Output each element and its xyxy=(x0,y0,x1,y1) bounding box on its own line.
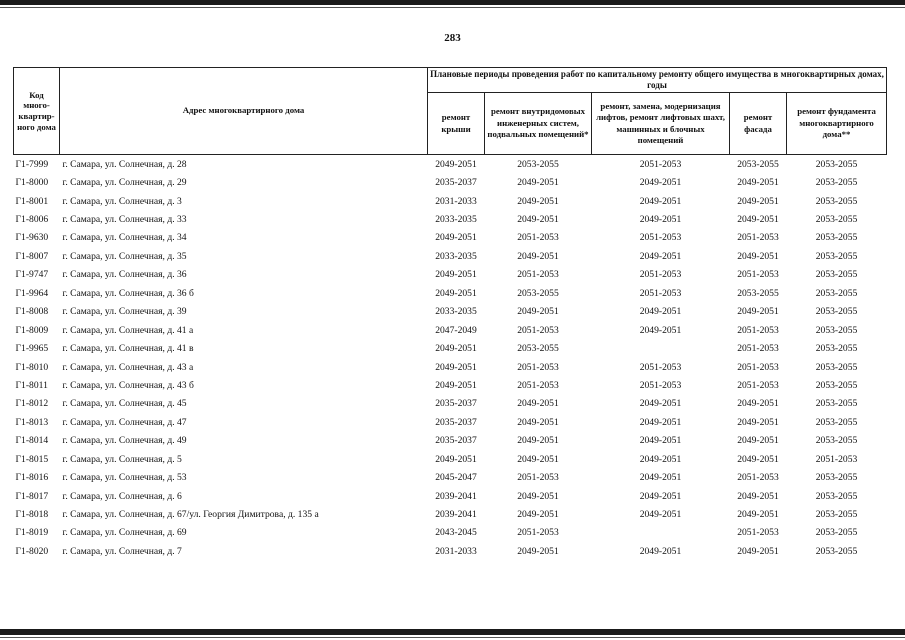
row-roof-period: 2043-2045 xyxy=(435,527,477,539)
row-facade-period: 2049-2051 xyxy=(737,509,779,521)
row-elevators-period xyxy=(592,524,730,542)
row-elevators-period: 2049-2051 xyxy=(639,453,682,465)
table-row xyxy=(14,487,887,505)
row-code: Г1-9965 xyxy=(15,343,49,355)
row-code: Г1-8020 xyxy=(15,545,49,557)
row-facade-period: 2053-2055 xyxy=(737,287,779,299)
row-code: Г1-8008 xyxy=(15,306,49,318)
row-address: г. Самара, ул. Солнечная, д. 36 б xyxy=(62,287,194,299)
row-foundation-period: 2053-2055 xyxy=(815,324,858,336)
row-address: г. Самара, ул. Солнечная, д. 34 xyxy=(62,232,187,244)
row-elevators-period: 2049-2051 xyxy=(639,545,682,557)
row-code: Г1-7999 xyxy=(14,155,60,174)
row-roof-period: 2049-2051 xyxy=(428,155,485,174)
table-row xyxy=(14,376,887,394)
header-facade-repair: ремонт фасада xyxy=(730,93,787,155)
row-address: г. Самара, ул. Солнечная, д. 45 xyxy=(62,398,187,410)
row-code: Г1-8011 xyxy=(15,379,48,391)
row-code: Г1-8019 xyxy=(15,527,49,539)
row-code: Г1-8012 xyxy=(15,398,49,410)
row-systems-period: 2051-2053 xyxy=(517,269,559,281)
table-row xyxy=(14,155,887,174)
bottom-border-rule xyxy=(0,629,905,635)
row-facade-period: 2049-2051 xyxy=(737,177,779,189)
row-roof-period: 2039-2041 xyxy=(435,490,477,502)
row-facade-period: 2049-2051 xyxy=(737,490,779,502)
row-address: г. Самара, ул. Солнечная, д. 43 б xyxy=(62,379,194,391)
row-systems-period: 2049-2051 xyxy=(517,214,559,226)
row-code: Г1-8016 xyxy=(15,472,49,484)
row-systems-period: 2049-2051 xyxy=(517,490,559,502)
row-facade-period: 2049-2051 xyxy=(737,416,779,428)
row-roof-period: 2049-2051 xyxy=(435,379,477,391)
table-row xyxy=(14,542,887,560)
row-roof-period: 2035-2037 xyxy=(435,177,477,189)
row-address: г. Самара, ул. Солнечная, д. 33 xyxy=(62,214,187,226)
row-systems-period: 2053-2055 xyxy=(517,287,559,299)
row-code: Г1-8007 xyxy=(15,250,49,262)
row-address: г. Самара, ул. Солнечная, д. 7 xyxy=(62,545,182,557)
row-facade-period: 2049-2051 xyxy=(737,453,779,465)
row-code: Г1-8001 xyxy=(15,195,49,207)
row-facade-period: 2051-2053 xyxy=(737,379,779,391)
row-facade-period: 2051-2053 xyxy=(737,472,779,484)
capital-repair-schedule-table xyxy=(13,67,887,561)
row-code: Г1-9630 xyxy=(15,232,49,244)
row-elevators-period: 2049-2051 xyxy=(639,250,682,262)
row-foundation-period: 2051-2053 xyxy=(815,453,858,465)
row-code: Г1-8013 xyxy=(15,416,49,428)
row-facade-period: 2051-2053 xyxy=(737,361,779,373)
header-address: Адрес многоквартирного дома xyxy=(60,68,428,155)
row-foundation-period: 2053-2055 xyxy=(815,545,858,557)
row-elevators-period: 2051-2053 xyxy=(639,232,682,244)
row-elevators-period: 2049-2051 xyxy=(639,416,682,428)
row-foundation-period: 2053-2055 xyxy=(815,509,858,521)
table-row xyxy=(14,395,887,413)
row-code: Г1-8010 xyxy=(15,361,49,373)
table-row xyxy=(14,468,887,486)
row-foundation-period: 2053-2055 xyxy=(815,195,858,207)
header-foundation-repair: ремонт фундамента многоквартирного дома** xyxy=(787,93,887,155)
row-foundation-period: 2053-2055 xyxy=(815,472,858,484)
row-facade-period: 2049-2051 xyxy=(737,195,779,207)
row-elevators-period: 2049-2051 xyxy=(639,490,682,502)
row-foundation-period: 2053-2055 xyxy=(815,232,858,244)
row-roof-period: 2033-2035 xyxy=(435,214,477,226)
row-foundation-period: 2053-2055 xyxy=(815,250,858,262)
table-row xyxy=(14,210,887,228)
row-facade-period: 2049-2051 xyxy=(737,250,779,262)
row-address: г. Самара, ул. Солнечная, д. 3 xyxy=(62,195,182,207)
row-facade-period: 2051-2053 xyxy=(737,324,779,336)
row-foundation-period: 2053-2055 xyxy=(815,214,858,226)
row-foundation-period: 2053-2055 xyxy=(815,416,858,428)
row-code: Г1-8015 xyxy=(15,453,49,465)
table-row xyxy=(14,192,887,210)
row-foundation-period: 2053-2055 xyxy=(815,379,858,391)
row-roof-period: 2035-2037 xyxy=(435,398,477,410)
row-foundation-period: 2053-2055 xyxy=(815,269,858,281)
row-address: г. Самара, ул. Солнечная, д. 53 xyxy=(62,472,187,484)
row-foundation-period: 2053-2055 xyxy=(787,155,887,174)
table-body xyxy=(14,155,887,561)
row-foundation-period: 2053-2055 xyxy=(815,527,858,539)
row-address: г. Самара, ул. Солнечная, д. 36 xyxy=(62,269,187,281)
row-roof-period: 2049-2051 xyxy=(435,232,477,244)
table-row xyxy=(14,450,887,468)
table-row xyxy=(14,321,887,339)
bottom-border-thin-rule xyxy=(0,637,905,638)
row-elevators-period: 2049-2051 xyxy=(639,435,682,447)
row-address: г. Самара, ул. Солнечная, д. 43 а xyxy=(62,361,194,373)
row-systems-period: 2051-2053 xyxy=(517,527,559,539)
row-elevators-period xyxy=(592,339,730,357)
row-code: Г1-8017 xyxy=(15,490,49,502)
row-elevators-period: 2051-2053 xyxy=(639,287,682,299)
row-systems-period: 2053-2055 xyxy=(485,155,592,174)
row-address: г. Самара, ул. Солнечная, д. 28 xyxy=(60,155,428,174)
row-roof-period: 2045-2047 xyxy=(435,472,477,484)
header-engineering-systems-repair: ремонт внутридомовых инженерных систем, подвальных помещений* xyxy=(485,93,592,155)
table-row xyxy=(14,505,887,523)
row-roof-period: 2049-2051 xyxy=(435,343,477,355)
row-foundation-period: 2053-2055 xyxy=(815,306,858,318)
row-code: Г1-9964 xyxy=(15,287,49,299)
row-roof-period: 2047-2049 xyxy=(435,324,477,336)
table-row xyxy=(14,524,887,542)
row-code: Г1-8014 xyxy=(15,435,49,447)
row-address: г. Самара, ул. Солнечная, д. 39 xyxy=(62,306,187,318)
row-facade-period: 2049-2051 xyxy=(737,545,779,557)
row-facade-period: 2051-2053 xyxy=(737,232,779,244)
row-systems-period: 2049-2051 xyxy=(517,545,559,557)
row-systems-period: 2051-2053 xyxy=(517,379,559,391)
row-foundation-period: 2053-2055 xyxy=(815,287,858,299)
row-facade-period: 2049-2051 xyxy=(737,398,779,410)
row-code: Г1-9747 xyxy=(15,269,49,281)
table-row xyxy=(14,339,887,357)
row-roof-period: 2033-2035 xyxy=(435,250,477,262)
row-facade-period: 2053-2055 xyxy=(730,155,787,174)
row-address: г. Самара, ул. Солнечная, д. 29 xyxy=(62,177,187,189)
row-elevators-period: 2051-2053 xyxy=(592,155,730,174)
row-elevators-period: 2049-2051 xyxy=(639,472,682,484)
row-systems-period: 2049-2051 xyxy=(517,177,559,189)
row-roof-period: 2049-2051 xyxy=(435,453,477,465)
table-row xyxy=(14,358,887,376)
table-row xyxy=(14,303,887,321)
row-systems-period: 2051-2053 xyxy=(517,361,559,373)
row-address: г. Самара, ул. Солнечная, д. 69 xyxy=(62,527,187,539)
row-elevators-period: 2051-2053 xyxy=(639,379,682,391)
row-facade-period: 2049-2051 xyxy=(737,306,779,318)
row-systems-period: 2049-2051 xyxy=(517,306,559,318)
header-planned-periods: Плановые периоды проведения работ по капитальному ремонту общего имущества в многоквартирных домах, годы xyxy=(428,68,887,93)
top-border-rule xyxy=(0,0,905,5)
row-code: Г1-8006 xyxy=(15,214,49,226)
row-code: Г1-8009 xyxy=(15,324,49,336)
row-address: г. Самара, ул. Солнечная, д. 6 xyxy=(62,490,182,502)
row-facade-period: 2051-2053 xyxy=(737,343,779,355)
table-row xyxy=(14,413,887,431)
row-facade-period: 2049-2051 xyxy=(737,214,779,226)
row-address: г. Самара, ул. Солнечная, д. 67/ул. Георгия Димитрова, д. 135 а xyxy=(62,509,319,521)
row-systems-period: 2049-2051 xyxy=(517,453,559,465)
page-number: 283 xyxy=(444,32,461,44)
row-elevators-period: 2049-2051 xyxy=(639,398,682,410)
row-address: г. Самара, ул. Солнечная, д. 41 а xyxy=(62,324,194,336)
row-elevators-period: 2049-2051 xyxy=(639,306,682,318)
row-roof-period: 2049-2051 xyxy=(435,287,477,299)
row-address: г. Самара, ул. Солнечная, д. 5 xyxy=(62,453,182,465)
row-systems-period: 2049-2051 xyxy=(517,398,559,410)
row-roof-period: 2039-2041 xyxy=(435,509,477,521)
top-border-thin-rule xyxy=(0,7,905,8)
row-foundation-period: 2053-2055 xyxy=(815,177,858,189)
row-address: г. Самара, ул. Солнечная, д. 41 в xyxy=(62,343,194,355)
row-systems-period: 2049-2051 xyxy=(517,195,559,207)
row-roof-period: 2049-2051 xyxy=(435,269,477,281)
row-systems-period: 2049-2051 xyxy=(517,435,559,447)
row-roof-period: 2035-2037 xyxy=(435,435,477,447)
row-roof-period: 2031-2033 xyxy=(435,195,477,207)
header-elevators-repair: ремонт, замена, модернизация лифтов, ремонт лифтовых шахт, машинных и блочных помещений xyxy=(592,93,730,155)
row-address: г. Самара, ул. Солнечная, д. 49 xyxy=(62,435,187,447)
row-foundation-period: 2053-2055 xyxy=(815,343,858,355)
row-systems-period: 2053-2055 xyxy=(517,343,559,355)
row-systems-period: 2049-2051 xyxy=(517,250,559,262)
row-foundation-period: 2053-2055 xyxy=(815,435,858,447)
table-row xyxy=(14,229,887,247)
table-row xyxy=(14,266,887,284)
row-elevators-period: 2049-2051 xyxy=(639,324,682,336)
row-systems-period: 2049-2051 xyxy=(517,416,559,428)
table-row xyxy=(14,284,887,302)
table-row xyxy=(14,173,887,191)
row-foundation-period: 2053-2055 xyxy=(815,490,858,502)
row-systems-period: 2051-2053 xyxy=(517,472,559,484)
row-address: г. Самара, ул. Солнечная, д. 35 xyxy=(62,250,187,262)
row-elevators-period: 2049-2051 xyxy=(639,177,682,189)
row-address: г. Самара, ул. Солнечная, д. 47 xyxy=(62,416,187,428)
header-roof-repair: ремонт крыши xyxy=(428,93,485,155)
row-foundation-period: 2053-2055 xyxy=(815,361,858,373)
row-elevators-period: 2049-2051 xyxy=(639,214,682,226)
row-roof-period: 2035-2037 xyxy=(435,416,477,428)
row-facade-period: 2051-2053 xyxy=(737,269,779,281)
table-row xyxy=(14,247,887,265)
row-foundation-period: 2053-2055 xyxy=(815,398,858,410)
row-roof-period: 2031-2033 xyxy=(435,545,477,557)
row-elevators-period: 2049-2051 xyxy=(639,195,682,207)
row-facade-period: 2049-2051 xyxy=(737,435,779,447)
row-elevators-period: 2051-2053 xyxy=(639,361,682,373)
row-code: Г1-8018 xyxy=(15,509,49,521)
row-roof-period: 2049-2051 xyxy=(435,361,477,373)
row-systems-period: 2051-2053 xyxy=(517,324,559,336)
row-roof-period: 2033-2035 xyxy=(435,306,477,318)
row-facade-period: 2051-2053 xyxy=(737,527,779,539)
header-code: Код много-квартир-ного дома xyxy=(14,68,60,155)
row-elevators-period: 2051-2053 xyxy=(639,269,682,281)
row-elevators-period: 2049-2051 xyxy=(639,509,682,521)
row-systems-period: 2051-2053 xyxy=(517,232,559,244)
row-code: Г1-8000 xyxy=(15,177,49,189)
row-systems-period: 2049-2051 xyxy=(517,509,559,521)
table-row xyxy=(14,432,887,450)
